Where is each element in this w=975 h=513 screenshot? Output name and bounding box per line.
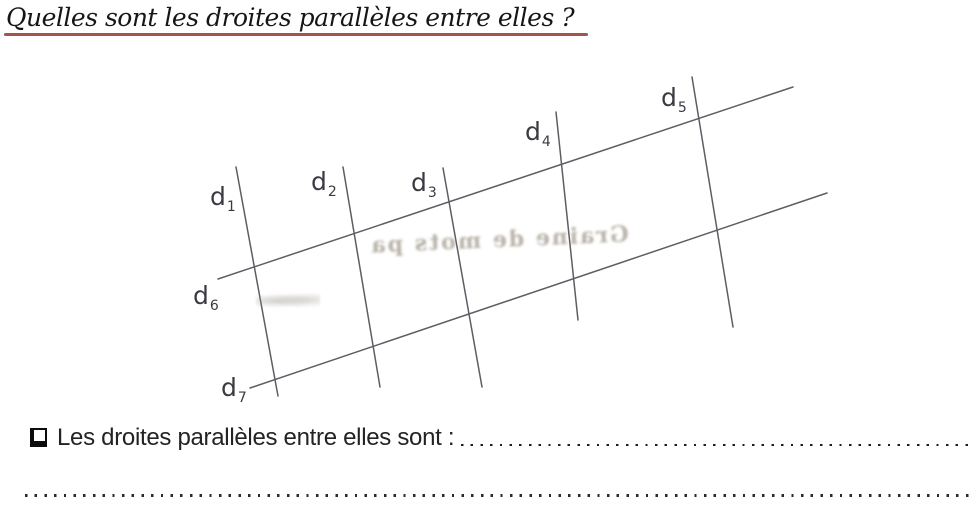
answer-row	[30, 424, 972, 451]
figure-line-d6	[218, 83, 793, 279]
checkbox-square-icon	[30, 428, 47, 447]
figure-line-d4	[556, 112, 578, 320]
answer-blank-line-2[interactable]	[25, 494, 972, 497]
figure-label-d6: $d_6$	[193, 281, 219, 314]
figure-line-d1	[236, 167, 278, 396]
figure-label-d4: $d_4$	[525, 117, 551, 150]
figure-label-d3: $d_3$	[411, 168, 437, 201]
figure-line-d7	[250, 193, 827, 388]
figure-label-d7: $d_7$	[221, 373, 247, 406]
answer-prompt: Les droites parallèles entre elles sont :	[57, 423, 455, 451]
answer-blank-line-1[interactable]	[461, 444, 972, 447]
figure-label-d1: $d_1$	[210, 182, 236, 215]
figure-label-d2: $d_2$	[311, 167, 337, 200]
bleed-through-text-artifact: Graine de mots pa	[368, 221, 630, 259]
page-title: Quelles sont les droites parallèles entre elles ?	[6, 3, 575, 32]
figure-label-d5: $d_5$	[661, 83, 687, 116]
figure-line-d3	[443, 168, 482, 387]
